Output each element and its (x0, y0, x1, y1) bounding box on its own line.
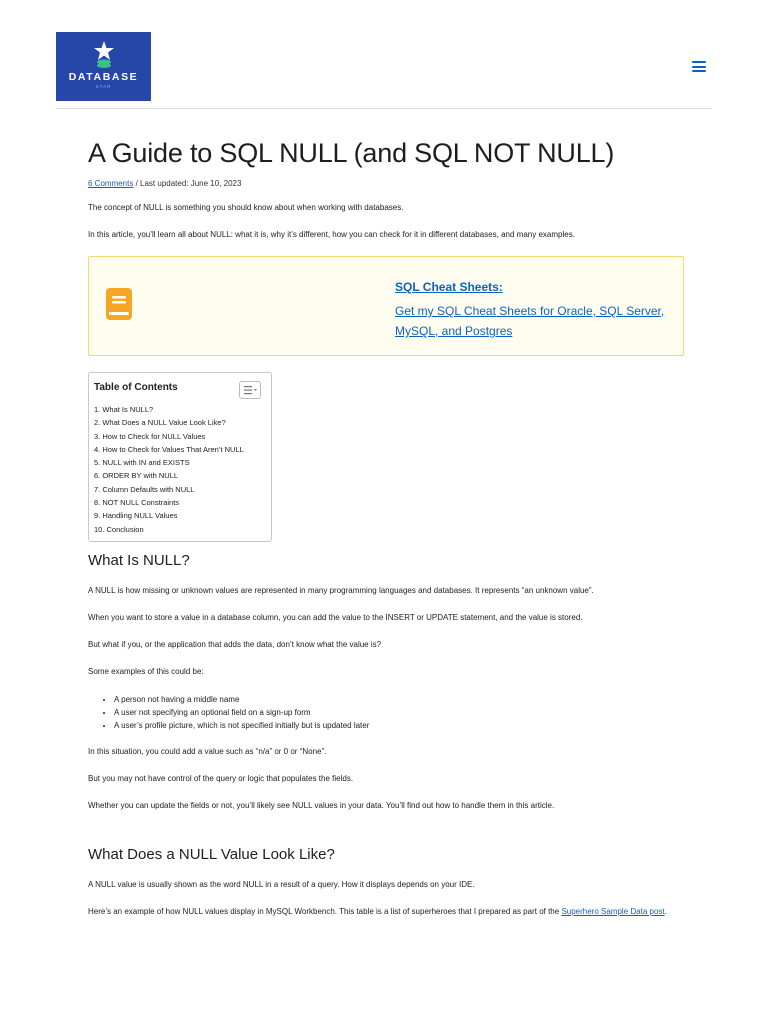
comments-link[interactable]: 6 Comments (88, 179, 134, 188)
toc-toggle-button[interactable] (239, 381, 261, 399)
toc-item[interactable]: 5. NULL with IN and EXISTS (94, 458, 190, 468)
toc-item[interactable]: 3. How to Check for NULL Values (94, 431, 206, 441)
intro-paragraph-1: The concept of NULL is something you should know about when working with databases. (88, 203, 404, 212)
page-title: A Guide to SQL NULL (and SQL NOT NULL) (88, 138, 615, 168)
book-icon (106, 288, 132, 320)
toc-list (94, 403, 244, 536)
toc-item[interactable]: 10. Conclusion (94, 524, 144, 534)
toc-item[interactable]: 7. Column Defaults with NULL (94, 484, 195, 494)
intro-paragraph-2: In this article, you’ll learn all about NULL: what it is, why it’s different, how you can check for it in different databases, and many examples. (88, 230, 575, 239)
header-divider (56, 108, 712, 109)
superhero-sample-data-link[interactable]: Superhero Sample Data post (561, 907, 665, 916)
section-heading-null-value-look: What Does a NULL Value Look Like? (88, 846, 335, 863)
section1-paragraph: When you want to store a value in a database column, you can add the value to the INSERT or UPDATE statement, and the value is stored. (88, 613, 583, 622)
section1-paragraph: Whether you can update the fields or not, you’ll likely see NULL values in your data. You’ll find out how to handle them in this article. (88, 801, 555, 810)
article-meta (88, 179, 688, 188)
cheat-sheet-callout (88, 256, 684, 356)
list-toggle-icon (240, 382, 260, 398)
section-heading-what-is-null: What Is NULL? (88, 552, 190, 569)
list-item: • A person not having a middle name (114, 693, 688, 706)
toc-item[interactable]: 6. ORDER BY with NULL (94, 471, 179, 481)
section2-paragraph-with-link (88, 906, 688, 918)
last-updated: / Last updated: June 10, 2023 (133, 179, 242, 188)
toc-item[interactable]: 8. NOT NULL Constraints (94, 498, 180, 508)
section1-paragraph: In this situation, you could add a value such as “n/a” or 0 or “None”. (88, 747, 327, 756)
logo-star-icon (91, 40, 117, 68)
toc-item[interactable]: 2. What Does a NULL Value Look Like? (94, 418, 226, 428)
cheat-sheet-link[interactable]: Get my SQL Cheat Sheets for Oracle, SQL Server, MySQL, and Postgres (395, 304, 665, 338)
section1-paragraph: A NULL is how missing or unknown values are represented in many programming languages and databases. It represents “an unknown value”. (88, 586, 594, 595)
list-item: • A user’s profile picture, which is not specified initially but is updated later (114, 719, 688, 732)
table-of-contents (88, 372, 272, 542)
logo-text: DATABASE (68, 71, 139, 83)
toc-item[interactable]: 4. How to Check for Values That Aren’t NULL (94, 444, 244, 454)
list-item: • A user not specifying an optional field on a sign-up form (114, 706, 688, 719)
toc-item[interactable]: 1. What Is NULL? (94, 405, 154, 414)
examples-list (88, 693, 688, 732)
section2-paragraph: A NULL value is usually shown as the word NULL in a result of a query. How it displays depends on your IDE. (88, 880, 475, 889)
section1-paragraph: But what if you, or the application that adds the data, don’t know what the value is? (88, 640, 382, 649)
hamburger-menu-icon[interactable] (692, 61, 706, 73)
cheat-sheet-title-link[interactable]: SQL Cheat Sheets: (395, 280, 503, 294)
toc-title: Table of Contents (94, 382, 178, 393)
section2-text: Here’s an example of how NULL values display in MySQL Workbench. This table is a list of superheroes that I prepared as part of the (88, 907, 562, 916)
section1-paragraph: But you may not have control of the query or logic that populates the fields. (88, 774, 354, 783)
site-logo[interactable] (56, 32, 151, 101)
section2-text-end: . (664, 907, 667, 916)
article (88, 138, 688, 933)
toc-item[interactable]: 9. Handling NULL Values (94, 511, 178, 521)
section1-paragraph: Some examples of this could be: (88, 667, 204, 676)
logo-subtext: STAR (95, 84, 112, 89)
